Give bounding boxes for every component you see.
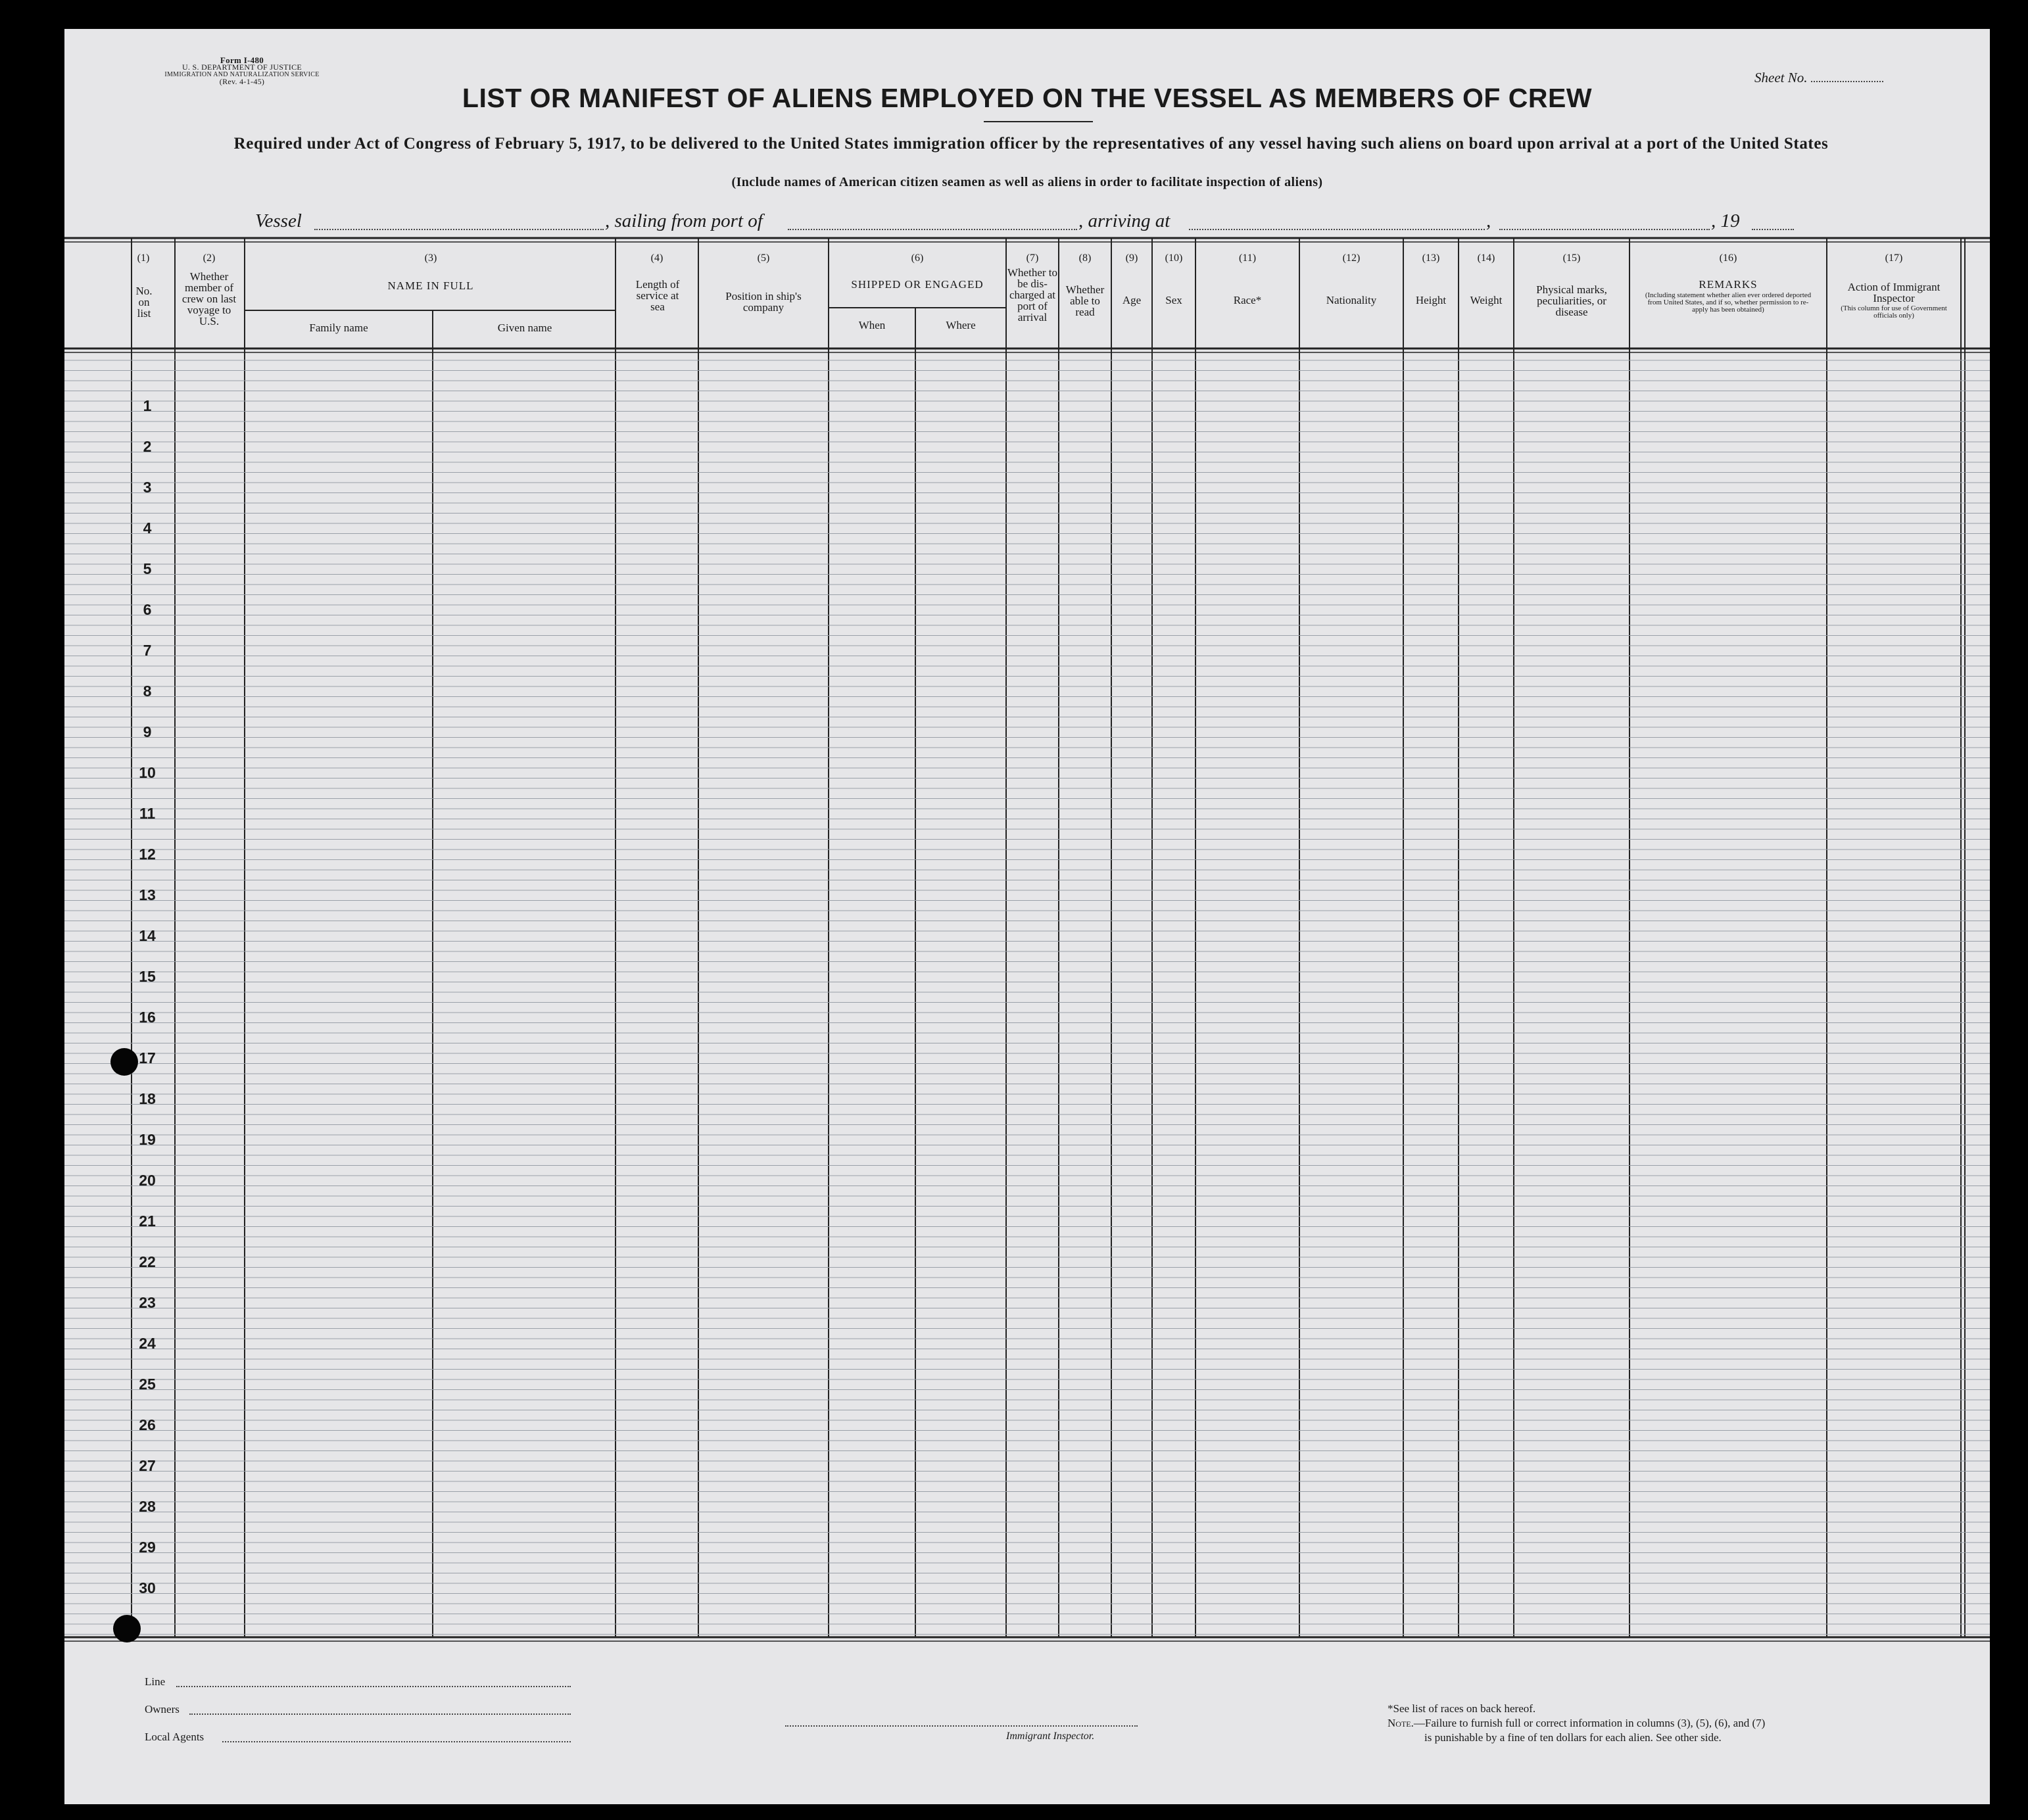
col4-number: (4) <box>650 252 664 264</box>
local-agents-field[interactable] <box>222 1741 571 1742</box>
col15-header: Physical marks, peculiarities, or disease <box>1536 283 1607 318</box>
row-number: 23 <box>139 1294 156 1311</box>
col12-number: (12) <box>1342 252 1361 264</box>
col16-number: (16) <box>1719 252 1737 264</box>
col13-number: (13) <box>1422 252 1440 264</box>
owners-label: Owners <box>145 1703 180 1715</box>
row-number: 16 <box>139 1009 156 1026</box>
col14-header: Weight <box>1470 294 1503 306</box>
row-number: 28 <box>139 1498 156 1515</box>
department-name: U. S. DEPARTMENT OF JUSTICE <box>181 62 302 72</box>
row-number: 20 <box>139 1172 156 1189</box>
inspector-label: Immigrant Inspector. <box>1006 1731 1095 1742</box>
col7-header: Whether to be dis-charged at port of arrival <box>1007 266 1057 323</box>
col10-header: Sex <box>1165 294 1182 306</box>
row-number: 30 <box>139 1579 156 1596</box>
row-number: 24 <box>139 1335 156 1352</box>
manifest-sheet <box>64 29 1990 1804</box>
row-number: 3 <box>143 479 152 496</box>
row-number: 15 <box>139 968 156 985</box>
row-number: 26 <box>139 1416 156 1433</box>
row-number: 7 <box>143 642 152 659</box>
form-revision: (Rev. 4-1-45) <box>219 77 265 86</box>
row-number: 29 <box>139 1539 156 1556</box>
col11-header: Race* <box>1233 294 1262 306</box>
col6-header: SHIPPED OR ENGAGED <box>851 278 984 291</box>
fine-note-continued: is punishable by a fine of ten dollars for each alien. See other side. <box>1424 1731 1722 1744</box>
row-number: 13 <box>139 886 156 903</box>
row-number: 6 <box>143 601 152 618</box>
binder-hole-upper <box>110 1048 138 1076</box>
arriving-label: , arriving at <box>1078 210 1171 231</box>
row-number: 4 <box>143 519 152 537</box>
local-agents-label: Local Agents <box>145 1731 205 1743</box>
col9-header: Age <box>1122 294 1142 306</box>
service-name: IMMIGRATION AND NATURALIZATION SERVICE <box>164 71 320 78</box>
row-number: 12 <box>139 846 156 863</box>
given-name-header: Given name <box>497 322 552 334</box>
col17-subheader: (This column for use of Government officials only) <box>1841 304 1947 320</box>
col5-number: (5) <box>757 252 770 264</box>
row-number: 10 <box>139 764 156 781</box>
col3-number: (3) <box>424 252 437 264</box>
col17-header: Action of Immigrant Inspector <box>1847 281 1941 304</box>
col3-header: NAME IN FULL <box>387 279 474 292</box>
instruction-text: (Include names of American citizen seamen as well as aliens in order to facilitate inspection of aliens) <box>731 175 1323 189</box>
row-number: 19 <box>139 1131 156 1148</box>
line-field[interactable] <box>176 1686 571 1687</box>
col1-header: No. on list <box>135 285 153 320</box>
col8-header: Whether able to read <box>1065 283 1105 318</box>
col7-number: (7) <box>1026 252 1039 264</box>
row-number: 22 <box>139 1253 156 1270</box>
note-label: Note. <box>1388 1717 1414 1729</box>
row-number: 5 <box>143 560 152 577</box>
col12-header: Nationality <box>1326 294 1377 306</box>
year-label: , 19 <box>1711 210 1740 231</box>
fine-note <box>1388 1716 1765 1730</box>
row-number: 17 <box>139 1049 156 1066</box>
row-number: 25 <box>139 1376 156 1393</box>
sailing-label: , sailing from port of <box>605 210 763 231</box>
shipped-where-header: Where <box>946 319 976 331</box>
inspector-signature-field[interactable] <box>785 1725 1138 1727</box>
row-number: 14 <box>139 927 156 944</box>
col1-number: (1) <box>137 252 150 264</box>
page-title: LIST OR MANIFEST OF ALIENS EMPLOYED ON THE VESSEL AS MEMBERS OF CREW <box>462 83 1593 113</box>
row-number: 18 <box>139 1090 156 1107</box>
vessel-label: Vessel <box>255 210 302 231</box>
binder-hole-lower <box>113 1615 141 1642</box>
col11-number: (11) <box>1238 252 1257 264</box>
col16-header: REMARKS <box>1699 278 1758 291</box>
races-note: *See list of races on back hereof. <box>1388 1702 1536 1715</box>
row-number: 8 <box>143 682 152 700</box>
sheet-number-label: Sheet No. <box>1754 70 1808 85</box>
requirement-text: Required under Act of Congress of February 5, 1917, to be delivered to the United States immigration officer by the representatives of any vessel having such aliens on board upon arrival at a port of the United States <box>233 135 1829 153</box>
col9-number: (9) <box>1125 252 1138 264</box>
row-number: 1 <box>143 397 152 414</box>
col15-number: (15) <box>1562 252 1581 264</box>
row-number: 2 <box>143 438 152 455</box>
col17-number: (17) <box>1885 252 1903 264</box>
col5-header: Position in ship's company <box>725 290 802 314</box>
col4-header: Length of service at sea <box>635 278 680 313</box>
comma-separator: , <box>1486 210 1491 231</box>
col8-number: (8) <box>1078 252 1092 264</box>
col2-number: (2) <box>203 252 216 264</box>
row-number: 27 <box>139 1457 156 1474</box>
shipped-when-header: When <box>858 319 886 331</box>
row-number: 21 <box>139 1212 156 1230</box>
row-number: 9 <box>143 723 152 740</box>
col14-number: (14) <box>1477 252 1495 264</box>
col16-subheader: (Including statement whether alien ever ordered deported from United States, and if so, whether permission to re-apply has been obtained) <box>1645 291 1812 314</box>
line-label: Line <box>145 1675 166 1688</box>
col10-number: (10) <box>1165 252 1183 264</box>
row-number: 11 <box>139 805 156 822</box>
col13-header: Height <box>1415 294 1447 306</box>
note-text: —Failure to furnish full or correct information in columns (3), (5), (6), and (7) <box>1413 1717 1766 1729</box>
family-name-header: Family name <box>309 322 368 334</box>
col6-number: (6) <box>911 252 924 264</box>
owners-field[interactable] <box>189 1713 571 1715</box>
form-number: Form I-480 <box>220 55 264 65</box>
col2-header: Whether member of crew on last voyage to U.S. <box>181 270 237 327</box>
